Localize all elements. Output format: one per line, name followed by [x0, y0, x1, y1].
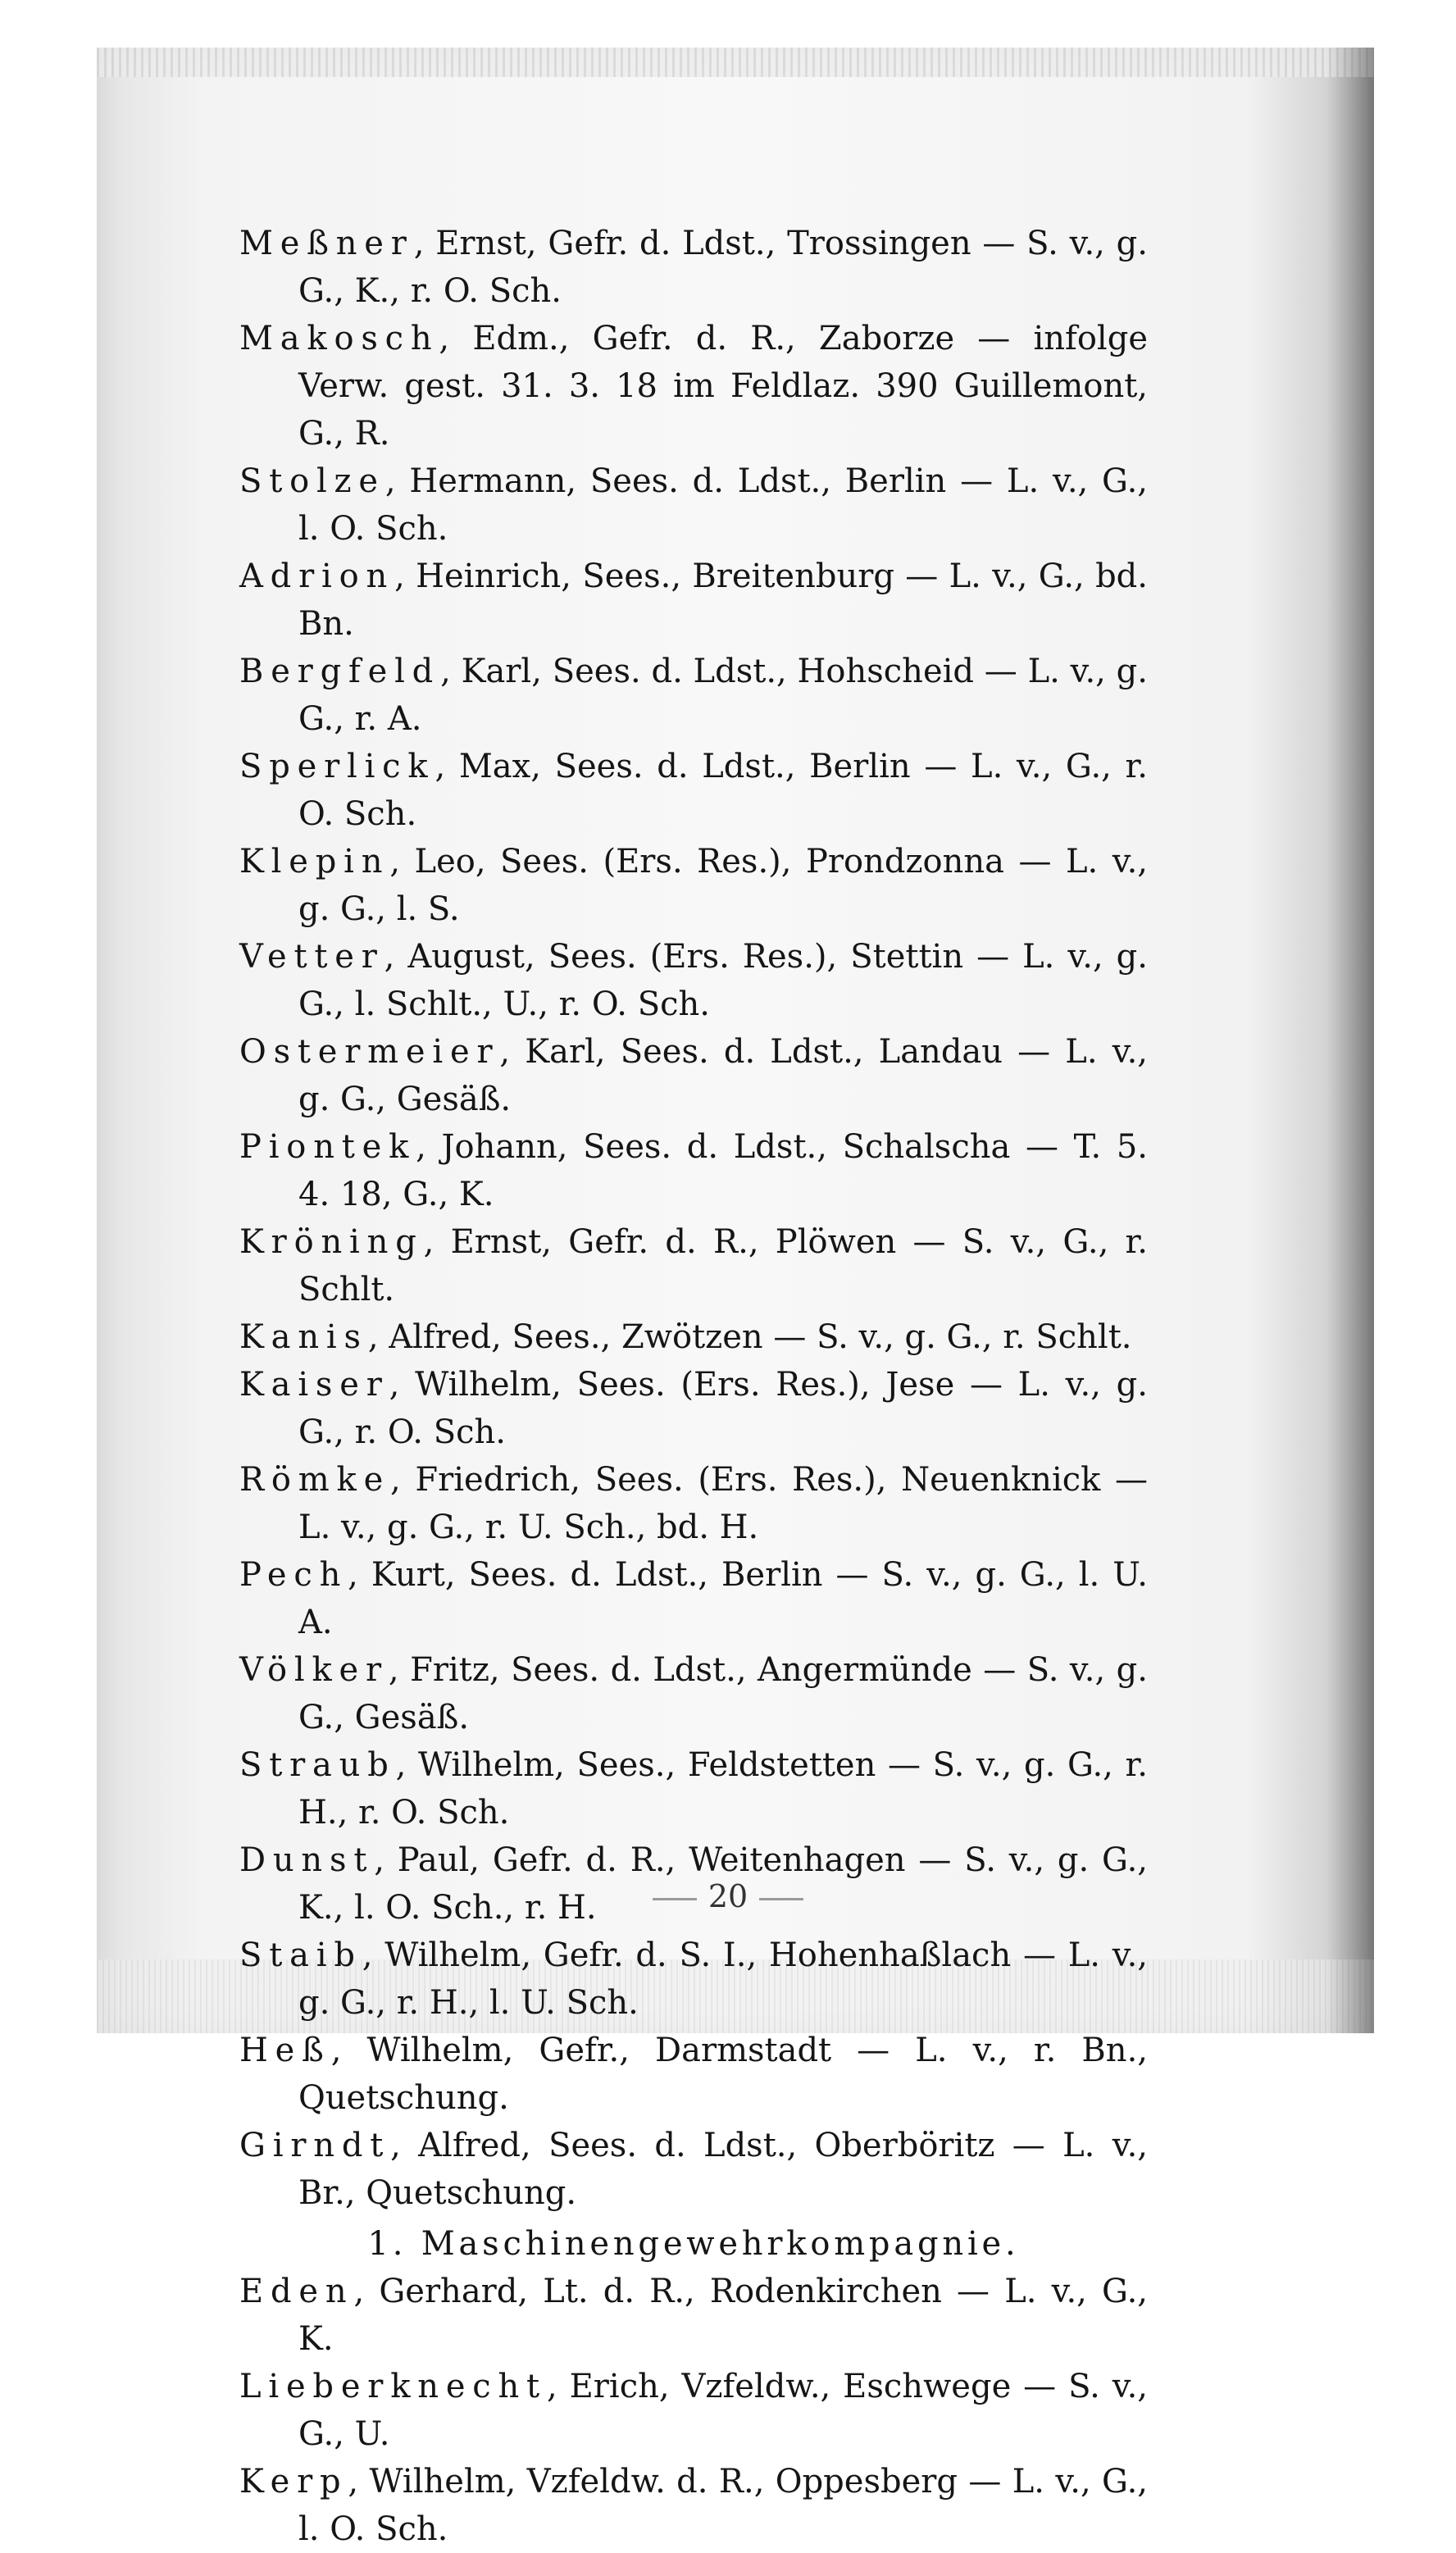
- entry-details: , Karl, Sees. d. Ldst., Landau — L. v., g. G., Gesäß.: [298, 1033, 1148, 1118]
- entry-details: , Wilhelm, Vzfeldw. d. R., Oppesberg — L. v., G., l. O. Sch.: [298, 2463, 1148, 2548]
- entry-name: Eden: [239, 2273, 354, 2310]
- entry-name: Kerp: [239, 2463, 348, 2501]
- scan-binding-shadow: [1326, 48, 1374, 2033]
- entry-details: , Johann, Sees. d. Ldst., Schalscha — T. 5. 4. 18, G., K.: [298, 1128, 1148, 1213]
- entry-name: Kröning: [239, 1223, 424, 1261]
- entry-name: Kaiser: [239, 1366, 389, 1404]
- entry-name: Völker: [239, 1651, 389, 1689]
- entry-name: Pech: [239, 1556, 348, 1594]
- entry-name: Heß: [239, 2032, 331, 2069]
- entry-name: Meßner: [239, 225, 414, 262]
- list-item: [239, 2027, 1148, 2122]
- entry-name: Stolze: [239, 462, 385, 500]
- list-item: [239, 648, 1148, 743]
- entry-details: , Friedrich, Sees. (Ers. Res.), Neuenknick — L. v., g. G., r. U. Sch., bd. H.: [298, 1461, 1148, 1546]
- entry-details: , Leo, Sees. (Ers. Res.), Prondzonna — L. v., g. G., l. S.: [298, 843, 1148, 928]
- entry-details: , Hermann, Sees. d. Ldst., Berlin — L. v., G., l. O. Sch.: [298, 462, 1148, 548]
- entry-details: , Wilhelm, Sees., Feldstetten — S. v., g. G., r. H., r. O. Sch.: [298, 1746, 1148, 1832]
- entry-name: Straub: [239, 1746, 396, 1784]
- entry-name: Piontek: [239, 1128, 416, 1166]
- list-item: [239, 743, 1148, 838]
- dash-right: [759, 1898, 803, 1900]
- entry-details: , Alfred, Sees., Zwötzen — S. v., g. G., r. Schlt.: [367, 1318, 1132, 1356]
- entry-name: Klepin: [239, 843, 390, 881]
- list-item: [239, 1361, 1148, 1456]
- entries-main: [239, 220, 1148, 2217]
- entry-name: Sperlick: [239, 748, 435, 785]
- list-item: [239, 1313, 1148, 1361]
- entry-details: , Edm., Gefr. d. R., Zaborze — infolge Verw. gest. 31. 3. 18 im Feldlaz. 390 Guillemont, G., R.: [298, 320, 1148, 453]
- list-item: [239, 1551, 1148, 1646]
- entry-name: Kanis: [239, 1318, 368, 1356]
- list-item: [239, 2122, 1148, 2217]
- entry-name: Dunst: [239, 1841, 375, 1879]
- list-item: [239, 220, 1148, 315]
- entry-name: Staib: [239, 1936, 362, 1974]
- entry-details: , Heinrich, Sees., Breitenburg — L. v., G., bd. Bn.: [298, 557, 1148, 643]
- list-item: [239, 1646, 1148, 1741]
- list-item: [239, 457, 1148, 553]
- entry-details: , Erich, Vzfeldw., Eschwege — S. v., G., U.: [298, 2368, 1148, 2453]
- list-item: [239, 1741, 1148, 1836]
- list-item: [239, 1456, 1148, 1551]
- entry-name: Lieberknecht: [239, 2368, 547, 2405]
- list-item: [239, 838, 1148, 933]
- list-item: [239, 553, 1148, 648]
- list-item: [239, 1028, 1148, 1123]
- entry-name: Bergfeld: [239, 653, 441, 690]
- entry-details: , Wilhelm, Gefr. d. S. I., Hohenhaßlach — L. v., g. G., r. H., l. U. Sch.: [298, 1936, 1148, 2022]
- page-number: [0, 1876, 1456, 1917]
- list-item: [239, 933, 1148, 1028]
- list-item: [239, 2268, 1148, 2363]
- list-item: [239, 2458, 1148, 2553]
- section-heading: 1. Maschinengewehrkompagnie.: [367, 2225, 1020, 2263]
- entry-details: , Ernst, Gefr. d. R., Plöwen — S. v., G., r. Schlt.: [298, 1223, 1148, 1308]
- list-item: [239, 1932, 1148, 2027]
- list-item: [239, 315, 1148, 457]
- entry-details: , Gerhard, Lt. d. R., Rodenkirchen — L. v., G., K.: [298, 2273, 1148, 2358]
- entry-name: Adrion: [239, 557, 395, 595]
- entry-details: , Paul, Gefr. d. R., Weitenhagen — S. v., g. G., K., l. O. Sch., r. H.: [298, 1841, 1148, 1927]
- entry-name: Girndt: [239, 2127, 391, 2164]
- casualty-list: [239, 220, 1148, 2553]
- list-item: [239, 2363, 1148, 2458]
- entry-details: , August, Sees. (Ers. Res.), Stettin — L. v., g. G., l. Schlt., U., r. O. Sch.: [298, 938, 1148, 1023]
- entry-details: , Kurt, Sees. d. Ldst., Berlin — S. v., g. G., l. U. A.: [298, 1556, 1148, 1641]
- entry-name: Makosch: [239, 320, 439, 357]
- entry-name: Römke: [239, 1461, 391, 1499]
- entry-details: , Wilhelm, Gefr., Darmstadt — L. v., r. Bn., Quetschung.: [298, 2032, 1148, 2117]
- list-item: [239, 1123, 1148, 1218]
- entry-details: , Karl, Sees. d. Ldst., Hohscheid — L. v., g. G., r. A.: [298, 653, 1148, 738]
- entry-name: Ostermeier: [239, 1033, 500, 1071]
- entry-details: , Alfred, Sees. d. Ldst., Oberböritz — L. v., Br., Quetschung.: [298, 2127, 1148, 2212]
- scan-top-edge: [97, 48, 1374, 77]
- entry-name: Vetter: [239, 938, 384, 976]
- page-number-value: 20: [708, 1878, 748, 1914]
- entry-details: , Max, Sees. d. Ldst., Berlin — L. v., G., r. O. Sch.: [298, 748, 1148, 833]
- entry-details: , Wilhelm, Sees. (Ers. Res.), Jese — L. v., g. G., r. O. Sch.: [298, 1366, 1148, 1451]
- dash-left: [653, 1898, 697, 1900]
- entry-details: , Ernst, Gefr. d. Ldst., Trossingen — S. v., g. G., K., r. O. Sch.: [298, 225, 1148, 310]
- entries-section: [239, 2268, 1148, 2553]
- list-item: [239, 1218, 1148, 1313]
- entry-details: , Fritz, Sees. d. Ldst., Angermünde — S. v., g. G., Gesäß.: [298, 1651, 1148, 1736]
